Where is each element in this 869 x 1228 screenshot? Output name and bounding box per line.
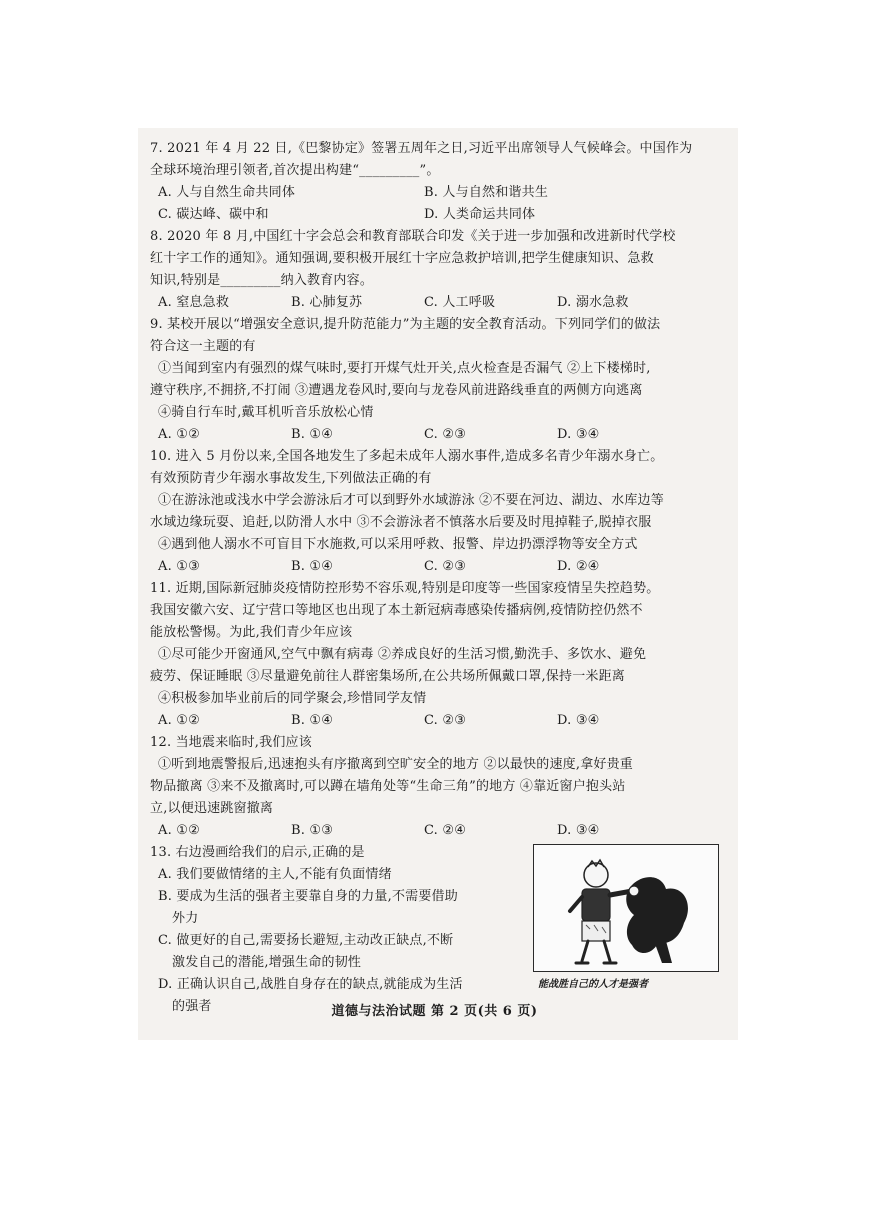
question-7-option-c: C. 碳达峰、碳中和: [158, 207, 269, 222]
question-10-option-b: B. ①④: [291, 559, 334, 574]
question-9-option-b: B. ①④: [291, 427, 334, 442]
question-7-stem-1: 7. 2021 年 4 月 22 日,《巴黎协定》签署五周年之日,习近平出席领导人气候峰会。中国作为: [150, 141, 693, 156]
question-9-statement-line-3: ④骑自行车时,戴耳机听音乐放松心情: [158, 405, 374, 420]
question-8-stem-1: 8. 2020 年 8 月,中国红十字会总会和教育部联合印发《关于进一步加强和改进新时代学校: [150, 229, 676, 244]
question-7-stem-2: 全球环境治理引领者,首次提出构建“_________”。: [150, 163, 440, 178]
question-13: [150, 842, 720, 1018]
question-13-stem: 13. 右边漫画给我们的启示,正确的是: [150, 845, 365, 860]
question-11-options: [150, 710, 720, 732]
question-9-option-d: D. ③④: [557, 427, 600, 442]
exam-content: [150, 138, 720, 1018]
question-13-text: [150, 842, 512, 1018]
question-10-option-d: D. ②④: [557, 559, 600, 574]
question-10-stem-1: 10. 进入 5 月份以来,全国各地发生了多起未成年人溺水事件,造成多名青少年溺水身亡。: [150, 449, 664, 464]
question-9-stem-2: 符合这一主题的有: [150, 339, 256, 354]
question-12-option-c: C. ②④: [424, 823, 467, 838]
question-9-option-c: C. ②③: [424, 427, 467, 442]
question-8: [150, 226, 720, 314]
question-11: [150, 578, 720, 732]
question-7-option-a: A. 人与自然生命共同体: [158, 185, 296, 200]
question-8-option-b: B. 心肺复苏: [291, 295, 363, 310]
question-11-statement-line-2: 疲劳、保证睡眠 ③尽量避免前往人群密集场所,在公共场所佩戴口罩,保持一米距离: [150, 669, 625, 684]
question-7-option-d: D. 人类命运共同体: [424, 207, 536, 222]
question-12-statement-line-1: ①听到地震警报后,迅速抱头有序撤离到空旷安全的地方 ②以最快的速度,拿好贵重: [158, 757, 633, 772]
question-13-option-c-line-2: 激发自己的潜能,增强生命的韧性: [172, 955, 362, 970]
question-8-option-a: A. 窒息急救: [158, 295, 230, 310]
question-10-option-a: A. ①③: [158, 559, 200, 574]
question-12-statement-line-3: 立,以便迅速跳窗撤离: [150, 801, 274, 816]
question-13-option-d-line-1: D. 正确认识自己,战胜自身存在的缺点,就能成为生活: [158, 977, 463, 992]
question-10-statement-line-3: ④遇到他人溺水不可盲目下水施救,可以采用呼救、报警、岸边扔漂浮物等安全方式: [158, 537, 638, 552]
question-10-options: [150, 556, 720, 578]
question-12-statement-line-2: 物品撤离 ③来不及撤离时,可以蹲在墙角处等“生命三角”的地方 ④靠近窗户抱头站: [150, 779, 626, 794]
question-10-statement-line-1: ①在游泳池或浅水中学会游泳后才可以到野外水域游泳 ②不要在河边、湖边、水库边等: [158, 493, 664, 508]
question-8-stem-3: 知识,特别是_________纳入教育内容。: [150, 273, 374, 288]
question-7-options-row-2: [150, 204, 720, 226]
question-9-option-a: A. ①②: [158, 427, 200, 442]
question-8-option-d: D. 溺水急救: [557, 295, 629, 310]
question-9-statement-line-1: ①当闻到室内有强烈的煤气味时,要打开煤气灶开关,点火检查是否漏气 ②上下楼梯时,: [158, 361, 651, 376]
question-13-option-c-line-1: C. 做更好的自己,需要扬长避短,主动改正缺点,不断: [158, 933, 454, 948]
page-footer: 道德与法治试题 第 2 页(共 6 页): [331, 1004, 538, 1019]
question-9: [150, 314, 720, 446]
cartoon-drawing: [534, 845, 718, 971]
question-11-option-c: C. ②③: [424, 713, 467, 728]
question-11-option-b: B. ①④: [291, 713, 334, 728]
question-12-stem-1: 12. 当地震来临时,我们应该: [150, 735, 312, 750]
question-13-option-a: A. 我们要做情绪的主人,不能有负面情绪: [158, 867, 392, 882]
question-8-option-c: C. 人工呼吸: [424, 295, 496, 310]
question-10-statement-line-2: 水域边缘玩耍、追赶,以防滑人水中 ③不会游泳者不慎落水后要及时甩掉鞋子,脱掉衣服: [150, 515, 652, 530]
question-7-option-b: B. 人与自然和谐共生: [424, 185, 549, 200]
question-9-stem-1: 9. 某校开展以“增强安全意识,提升防范能力”为主题的安全教育活动。下列同学们的做法: [150, 317, 661, 332]
question-12: [150, 732, 720, 842]
question-13-option-b-line-1: B. 要成为生活的强者主要靠自身的力量,不需要借助: [158, 889, 458, 904]
question-11-statement-line-1: ①尽可能少开窗通风,空气中飘有病毒 ②养成良好的生活习惯,勤洗手、多饮水、避免: [158, 647, 647, 662]
question-10-option-c: C. ②③: [424, 559, 467, 574]
cartoon-image: [533, 844, 719, 972]
question-7-options-row-1: [150, 182, 720, 204]
question-8-stem-2: 红十字工作的通知》。通知强调,要积极开展红十字应急救护培训,把学生健康知识、急救: [150, 251, 654, 266]
question-11-stem-1: 11. 近期,国际新冠肺炎疫情防控形势不容乐观,特别是印度等一些国家疫情呈失控趋势。: [150, 581, 660, 596]
question-12-option-b: B. ①③: [291, 823, 334, 838]
question-12-options: [150, 820, 720, 842]
question-8-options: [150, 292, 720, 314]
question-12-option-a: A. ①②: [158, 823, 200, 838]
question-9-options: [150, 424, 720, 446]
question-11-stem-2: 我国安徽六安、辽宁营口等地区也出现了本土新冠病毒感染传播病例,疫情防控仍然不: [150, 603, 643, 618]
question-12-option-d: D. ③④: [557, 823, 600, 838]
question-7: [150, 138, 720, 226]
question-10-stem-2: 有效预防青少年溺水事故发生,下列做法正确的有: [150, 471, 432, 486]
question-10: [150, 446, 720, 578]
question-13-option-d-line-2: 的强者: [172, 999, 212, 1014]
cartoon-caption: 能战胜自己的人才是强者: [538, 979, 648, 990]
question-11-option-a: A. ①②: [158, 713, 200, 728]
question-11-option-d: D. ③④: [557, 713, 600, 728]
question-11-statement-line-3: ④积极参加毕业前后的同学聚会,珍惜同学友情: [158, 691, 427, 706]
question-11-stem-3: 能放松警惕。为此,我们青少年应该: [150, 625, 353, 640]
question-13-option-b-line-2: 外力: [172, 911, 199, 926]
question-9-statement-line-2: 遵守秩序,不拥挤,不打闹 ③遭遇龙卷风时,要向与龙卷风前进路线垂直的两侧方向逃离: [150, 383, 643, 398]
